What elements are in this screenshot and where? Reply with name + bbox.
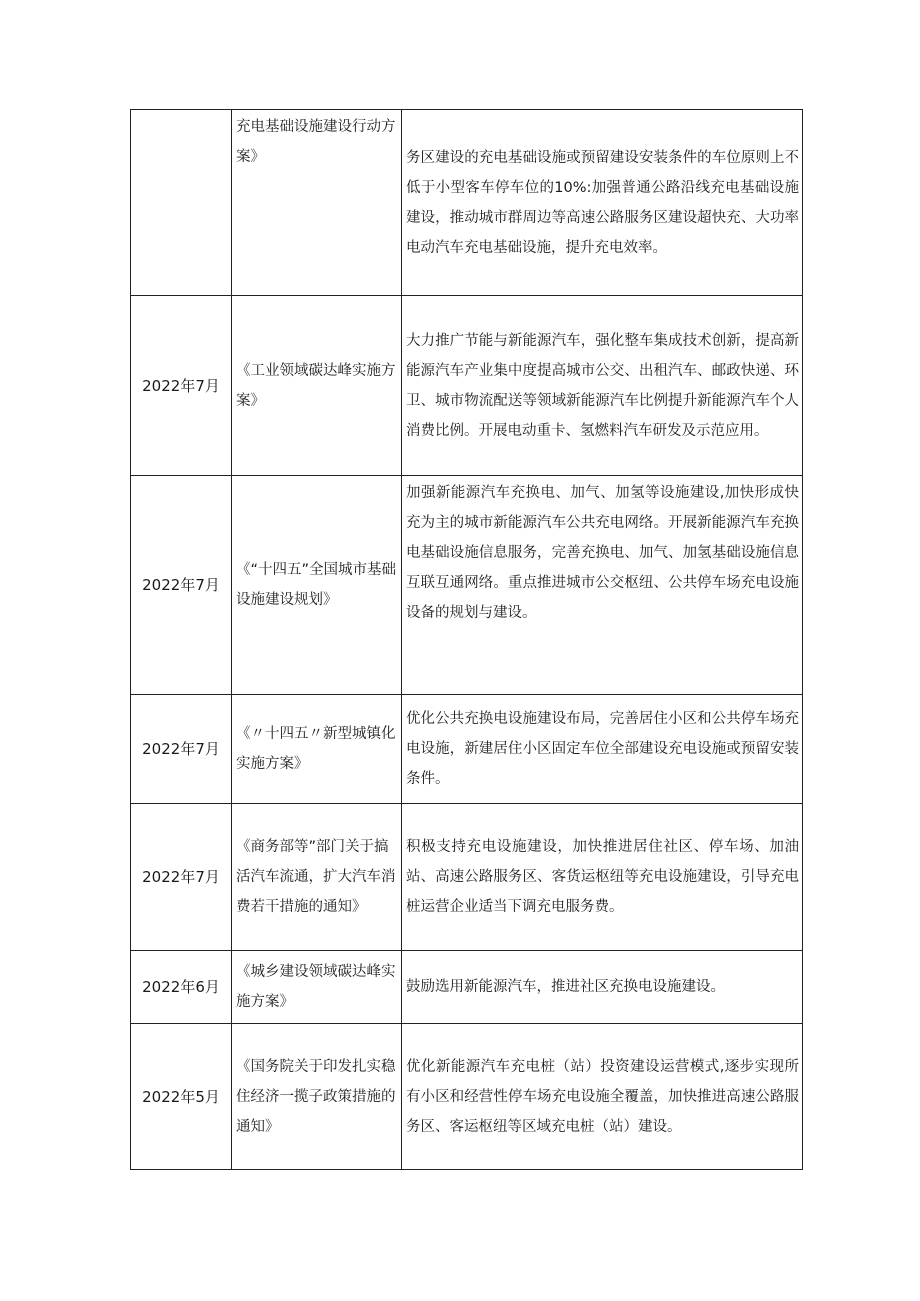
date-cell: 2022年7月 bbox=[131, 695, 232, 804]
table-row bbox=[131, 476, 803, 695]
date-cell: 2022年7月 bbox=[131, 476, 232, 695]
table-row bbox=[131, 695, 803, 804]
policy-content-cell: 大力推广节能与新能源汽车，强化整车集成技术创新，提高新能源汽车产业集中度提高城市公交、出租汽车、邮政快递、环卫、城市物流配送等领域新能源汽车比例提升新能源汽车个人消费比例。开展电动重卡、氢燃料汽车研发及示范应用。 bbox=[402, 296, 803, 476]
policy-name-cell: 《工业领域碳达峰实施方案》 bbox=[232, 296, 402, 476]
policy-name-cell: 充电基础设施建设行动方案》 bbox=[232, 110, 402, 296]
date-cell: 2022年7月 bbox=[131, 804, 232, 951]
policy-table bbox=[130, 109, 803, 1170]
date-cell: 2022年7月 bbox=[131, 296, 232, 476]
policy-content-cell: 积极支持充电设施建设，加快推进居住社区、停车场、加油站、高速公路服务区、客货运枢纽等充电设施建设，引导充电桩运营企业适当下调充电服务费。 bbox=[402, 804, 803, 951]
policy-content-cell: 务区建设的充电基础设施或预留建设安装条件的车位原则上不低于小型客车停车位的10%:加强普通公路沿线充电基础设施建设，推动城市群周边等高速公路服务区建设超快充、大功率电动汽车充电基础设施，提升充电效率。 bbox=[402, 110, 803, 296]
table-row bbox=[131, 951, 803, 1024]
policy-name-cell: 《城乡建设领域碳达峰实施方案》 bbox=[232, 951, 402, 1024]
policy-content-cell: 加强新能源汽车充换电、加气、加氢等设施建设,加快形成快充为主的城市新能源汽车公共充电网络。开展新能源汽车充换电基础设施信息服务，完善充换电、加气、加氢基础设施信息互联互通网络。重点推进城市公交枢纽、公共停车场充电设施设备的规划与建设。 bbox=[402, 476, 803, 695]
table-row bbox=[131, 804, 803, 951]
table-row bbox=[131, 1024, 803, 1170]
policy-content-cell: 鼓励选用新能源汽车，推进社区充换电设施建设。 bbox=[402, 951, 803, 1024]
policy-name-cell: 《商务部等”部门关于搞活汽车流通，扩大汽车消费若干措施的通知》 bbox=[232, 804, 402, 951]
table-row bbox=[131, 110, 803, 296]
policy-name-cell: 《“十四五”全国城市基础设施建设规划》 bbox=[232, 476, 402, 695]
date-cell bbox=[131, 110, 232, 296]
policy-name-cell: 《〃十四五〃新型城镇化实施方案》 bbox=[232, 695, 402, 804]
table-row bbox=[131, 296, 803, 476]
date-cell: 2022年5月 bbox=[131, 1024, 232, 1170]
policy-name-cell: 《国务院关于印发扎实稳住经济一揽子政策措施的通知》 bbox=[232, 1024, 402, 1170]
policy-content-cell: 优化公共充换电设施建设布局，完善居住小区和公共停车场充电设施，新建居住小区固定车位全部建设充电设施或预留安装条件。 bbox=[402, 695, 803, 804]
date-cell: 2022年6月 bbox=[131, 951, 232, 1024]
policy-content-cell: 优化新能源汽车充电桩（站）投资建设运营模式,逐步实现所有小区和经营性停车场充电设施全覆盖，加快推进高速公路服务区、客运枢纽等区域充电桩（站）建设。 bbox=[402, 1024, 803, 1170]
